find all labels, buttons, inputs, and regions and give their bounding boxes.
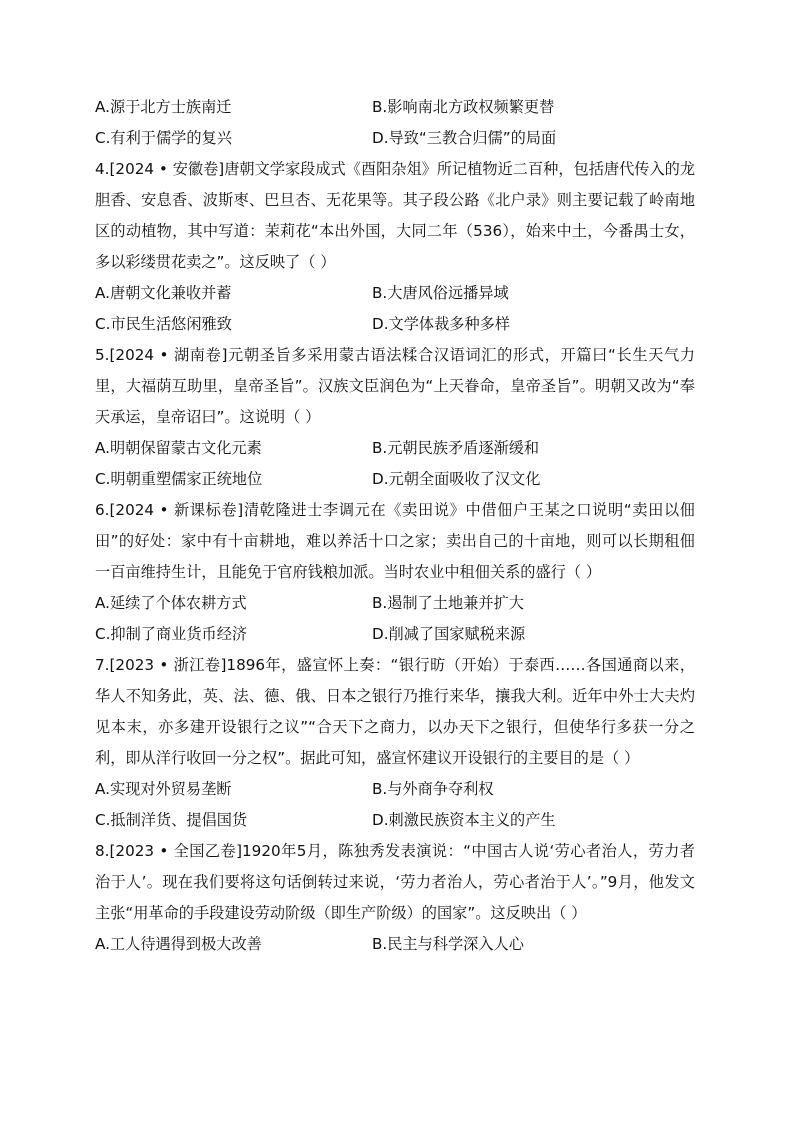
q4-source: [2024 • 安徽卷] <box>109 160 225 178</box>
q4-option-c: C.市民生活悠闲雅致 <box>95 315 232 333</box>
q5-source: [2024 • 湖南卷] <box>109 346 228 364</box>
question-4 <box>95 154 695 278</box>
q5-option-a: A.明朝保留蒙古文化元素 <box>95 439 262 457</box>
q3-option-c: C.有利于儒学的复兴 <box>95 129 232 147</box>
q3-option-d: D.导致“三教合归儒”的局面 <box>372 129 557 147</box>
q5-option-d: D.元朝全面吸收了汉文化 <box>372 470 541 488</box>
question-4-options <box>95 278 695 340</box>
question-7 <box>95 650 695 774</box>
q7-option-a: A.实现对外贸易垄断 <box>95 780 232 798</box>
q4-option-d: D.文学体裁多种多样 <box>372 315 511 333</box>
q4-option-a: A.唐朝文化兼收并蓄 <box>95 284 232 302</box>
question-6-options <box>95 588 695 650</box>
q6-stem: 清乾隆进士李调元在《卖田说》中借佃户王某之口说明“卖田以佃田”的好处：家中有十亩耕地，难以养活十口之家；卖出自己的十亩地，则可以长期租佃一百亩维持生计，且能免于官府钱粮加派。当时农业中租佃关系的盛行（ ） <box>95 501 695 581</box>
q5-number: 5. <box>95 346 110 364</box>
exam-page <box>95 92 695 960</box>
question-5 <box>95 340 695 433</box>
question-3-options <box>95 92 695 154</box>
q4-option-b: B.大唐风俗远播异域 <box>372 284 509 302</box>
q7-number: 7. <box>95 656 110 674</box>
q8-option-b: B.民主与科学深入人心 <box>372 935 524 953</box>
q6-source: [2024 • 新课标卷] <box>109 501 244 519</box>
q7-option-c: C.抵制洋货、提倡国货 <box>95 811 248 829</box>
q6-option-b: B.遏制了土地兼并扩大 <box>372 594 524 612</box>
q7-source: [2023 • 浙江卷] <box>109 656 227 674</box>
q6-option-c: C.抑制了商业货币经济 <box>95 625 248 643</box>
q7-option-b: B.与外商争夺利权 <box>372 780 494 798</box>
q6-number: 6. <box>95 501 110 519</box>
q6-option-a: A.延续了个体农耕方式 <box>95 594 247 612</box>
question-6 <box>95 495 695 588</box>
question-7-options <box>95 774 695 836</box>
q5-stem: 元朝圣旨多采用蒙古语法糅合汉语词汇的形式，开篇曰“长生天气力里，大福荫互助里，皇帝圣旨”。汉族文臣润色为“上天眷命，皇帝圣旨”。明朝又改为“奉天承运，皇帝诏曰”。这说明（ ） <box>95 346 695 426</box>
q6-option-d: D.削减了国家赋税来源 <box>372 625 526 643</box>
q3-option-b: B.影响南北方政权频繁更替 <box>372 98 555 116</box>
q7-option-d: D.刺激民族资本主义的产生 <box>372 811 556 829</box>
q5-option-c: C.明朝重塑儒家正统地位 <box>95 470 263 488</box>
q8-option-a: A.工人待遇得到极大改善 <box>95 935 262 953</box>
q8-source: [2023 • 全国乙卷] <box>109 842 242 860</box>
q7-stem: 1896年，盛宣怀上奏：“银行昉（开始）于泰西……各国通商以来，华人不知务此，英、法、德、俄、日本之银行乃推行来华，攘我大利。近年中外士大夫灼见本末，亦多建开设银行之议”“合天下之商力，以办天下之银行，但使华行多获一分之利，即从洋行收回一分之权”。据此可知，盛宣怀建议开设银行的主要目的是（ ） <box>95 656 695 767</box>
question-8 <box>95 836 695 929</box>
q8-stem: 1920年5月，陈独秀发表演说：“中国古人说‘劳心者治人，劳力者治于人’。现在我们要将这句话倒转过来说，‘劳力者治人，劳心者治于人’。”9月，他发文主张“用革命的手段建设劳动阶级（即生产阶级）的国家”。这反映出（ ） <box>95 842 695 922</box>
q4-number: 4. <box>95 160 110 178</box>
question-5-options <box>95 433 695 495</box>
q8-number: 8. <box>95 842 110 860</box>
q3-option-a: A.源于北方士族南迁 <box>95 98 232 116</box>
question-8-options <box>95 929 695 960</box>
q5-option-b: B.元朝民族矛盾逐渐缓和 <box>372 439 540 457</box>
q4-stem: 唐朝文学家段成式《酉阳杂俎》所记植物近二百种，包括唐代传入的龙胆香、安息香、波斯枣、巴旦杏、无花果等。其子段公路《北户录》则主要记载了岭南地区的动植物，其中写道：茉莉花“本出外国，大同二年（536），始来中土，今番禺士女，多以彩缕贯花卖之”。这反映了（ ） <box>95 160 695 271</box>
